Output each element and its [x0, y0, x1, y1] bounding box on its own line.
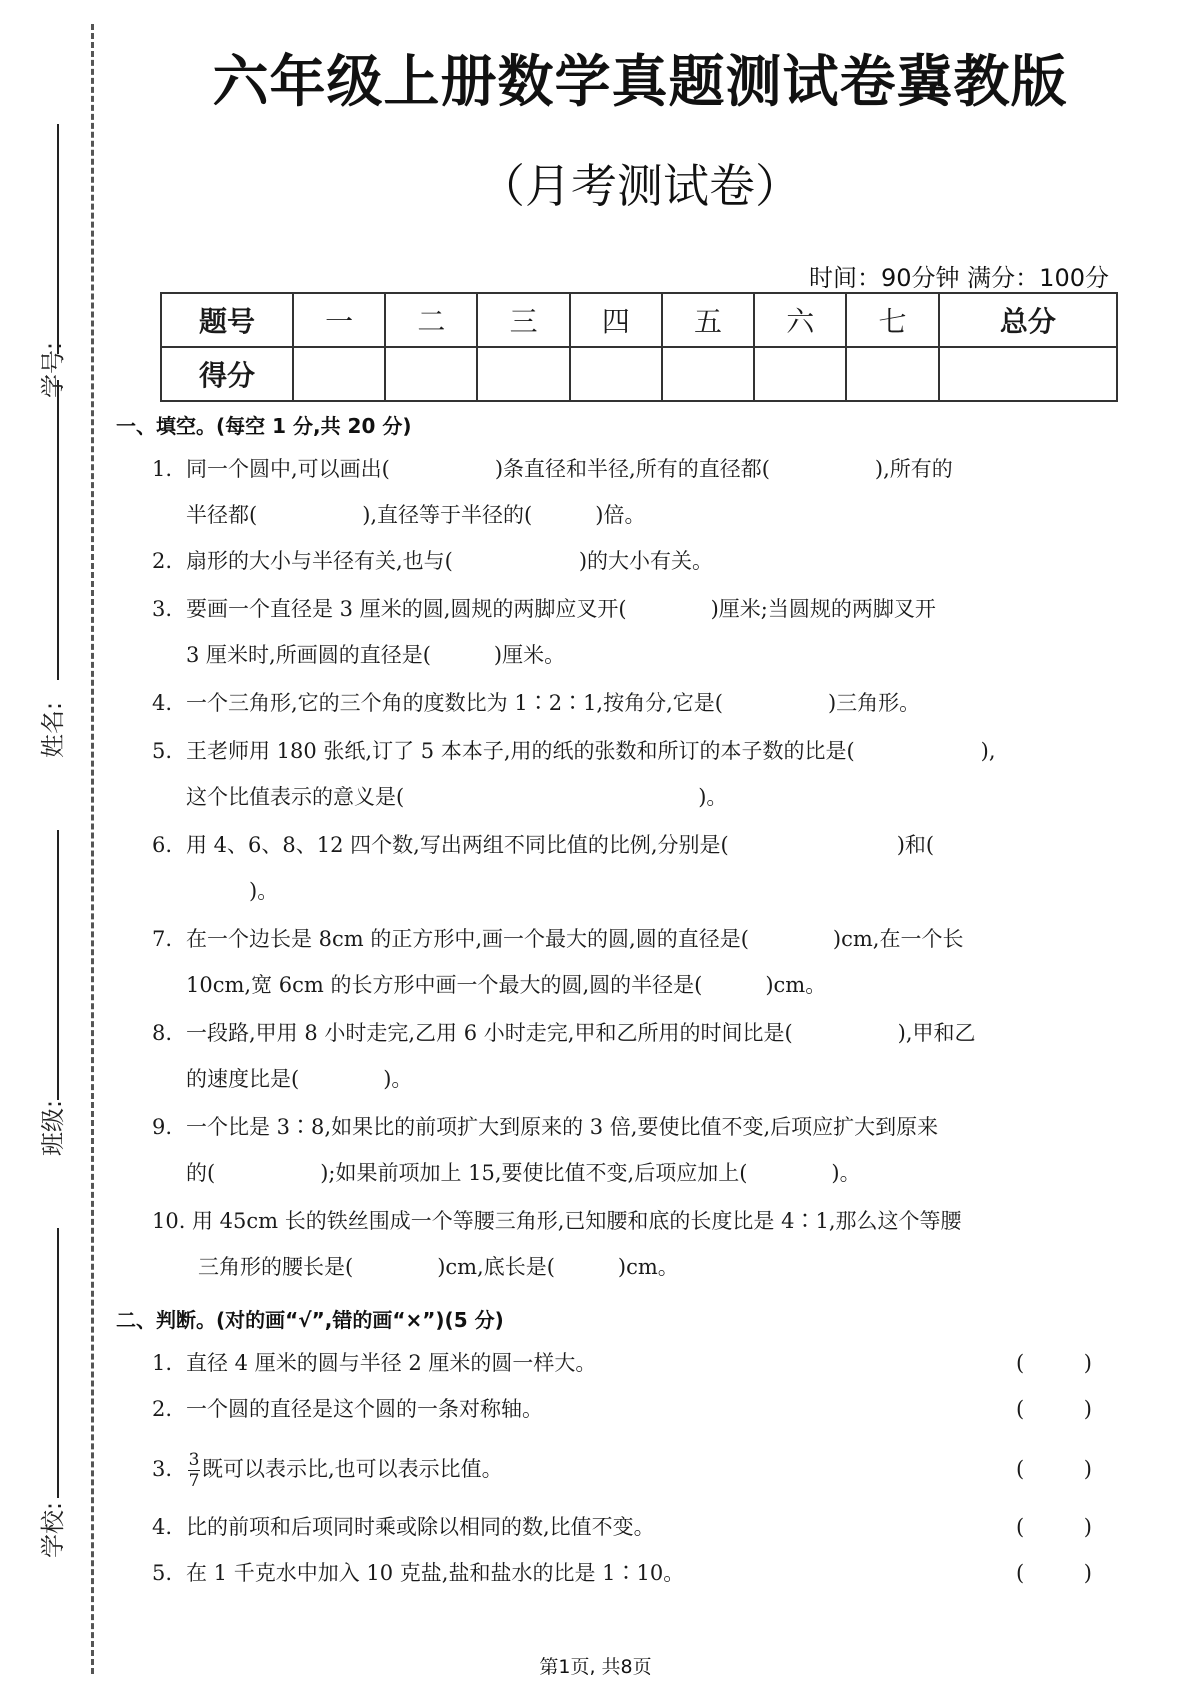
column-total: 总分 [939, 293, 1117, 347]
question-text: 比的前项和后项同时乘或除以相同的数,比值不变。 [186, 1515, 655, 1539]
school-line [57, 1228, 59, 1498]
judge-question-1 [152, 1340, 1092, 1386]
fill-question-8-cont: 的速度比是( )。 [186, 1067, 413, 1091]
judge-question-4 [152, 1504, 1092, 1550]
column-7: 七 [846, 293, 938, 347]
fill-question-7-cont: 10cm,宽 6cm 的长方形中画一个最大的圆,圆的半径是( )cm。 [186, 973, 827, 997]
student-id-label: 学号: [38, 341, 67, 399]
paren-close: ) [1083, 1515, 1092, 1539]
question-number: 4. [152, 691, 173, 715]
class-label: 班级: [38, 1099, 67, 1157]
score-label: 得分 [161, 347, 293, 401]
score-table [160, 292, 1118, 402]
question-text: 直径 4 厘米的圆与半径 2 厘米的圆一样大。 [186, 1351, 597, 1375]
fill-question-6 [152, 822, 1092, 868]
school-label: 学校: [38, 1501, 67, 1559]
score-cell-1[interactable] [293, 347, 385, 401]
fill-question-2 [152, 538, 1092, 584]
judge-question-3 [152, 1446, 1092, 1492]
score-cell-3[interactable] [477, 347, 569, 401]
paren-open: ( [1016, 1351, 1025, 1375]
question-number: 3. [152, 1457, 173, 1481]
question-text: 一个比是 3∶8,如果比的前项扩大到原来的 3 倍,要使比值不变,后项应扩大到原来 [186, 1115, 939, 1139]
fill-question-5-cont: 这个比值表示的意义是( )。 [186, 785, 728, 809]
fill-question-1-cont: 半径都( ),直径等于半径的( )倍。 [186, 503, 646, 527]
paren-close: ) [1083, 1351, 1092, 1375]
question-text: 同一个圆中,可以画出( )条直径和半径,所有的直径都( ),所有的 [186, 457, 953, 481]
fraction [188, 1451, 200, 1490]
fill-question-10 [152, 1198, 1092, 1244]
question-number: 4. [152, 1515, 173, 1539]
question-number: 8. [152, 1021, 173, 1045]
fill-question-9 [152, 1104, 1092, 1150]
answer-box-5[interactable] [1016, 1550, 1092, 1596]
page-title: 六年级上册数学真题测试卷冀教版 [212, 50, 1068, 115]
paren-close: ) [1083, 1561, 1092, 1585]
section-1-heading: 一、填空。(每空 1 分,共 20 分) [116, 414, 412, 438]
question-text: 一个三角形,它的三个角的度数比为 1∶2∶1,按角分,它是( )三角形。 [186, 691, 921, 715]
fill-question-8 [152, 1010, 1092, 1056]
score-cell-6[interactable] [754, 347, 846, 401]
question-text: 用 4、6、8、12 四个数,写出两组不同比值的比例,分别是( )和( [186, 833, 935, 857]
question-text: 既可以表示比,也可以表示比值。 [202, 1457, 503, 1481]
column-5: 五 [662, 293, 754, 347]
page-subtitle: （月考测试卷） [479, 159, 801, 213]
binding-dashed-line [91, 24, 94, 1674]
column-2: 二 [385, 293, 477, 347]
question-text: 在一个边长是 8cm 的正方形中,画一个最大的圆,圆的直径是( )cm,在一个长 [186, 927, 964, 951]
fraction-numerator: 3 [188, 1450, 200, 1470]
question-number: 5. [152, 739, 173, 763]
question-number: 10. [152, 1209, 186, 1233]
question-number: 1. [152, 457, 173, 481]
fill-question-7 [152, 916, 1092, 962]
paren-close: ) [1083, 1457, 1092, 1481]
question-text: 用 45cm 长的铁丝围成一个等腰三角形,已知腰和底的长度比是 4∶1,那么这个等腰 [192, 1209, 962, 1233]
column-4: 四 [570, 293, 662, 347]
student-id-line [57, 124, 59, 354]
paren-open: ( [1016, 1457, 1025, 1481]
column-1: 一 [293, 293, 385, 347]
page-indicator: 第1页, 共8页 [539, 1656, 652, 1678]
question-number: 2. [152, 1397, 173, 1421]
column-3: 三 [477, 293, 569, 347]
question-number: 1. [152, 1351, 173, 1375]
question-number: 5. [152, 1561, 173, 1585]
paren-close: ) [1083, 1397, 1092, 1421]
question-text: 一段路,甲用 8 小时走完,乙用 6 小时走完,甲和乙所用的时间比是( ),甲和乙 [186, 1021, 976, 1045]
question-number: 3. [152, 597, 173, 621]
question-text: 要画一个直径是 3 厘米的圆,圆规的两脚应叉开( )厘米;当圆规的两脚叉开 [186, 597, 936, 621]
question-text: 在 1 千克水中加入 10 克盐,盐和盐水的比是 1∶10。 [186, 1561, 685, 1585]
fill-question-3 [152, 586, 1092, 632]
section-2-heading: 二、判断。(对的画“√”,错的画“×”)(5 分) [116, 1308, 504, 1332]
question-number: 9. [152, 1115, 173, 1139]
score-cell-4[interactable] [570, 347, 662, 401]
question-number: 7. [152, 927, 173, 951]
paren-open: ( [1016, 1561, 1025, 1585]
fill-question-10-cont: 三角形的腰长是( )cm,底长是( )cm。 [198, 1255, 679, 1279]
question-text: 扇形的大小与半径有关,也与( )的大小有关。 [186, 549, 714, 573]
answer-box-1[interactable] [1016, 1340, 1092, 1386]
paren-open: ( [1016, 1397, 1025, 1421]
score-cell-7[interactable] [846, 347, 938, 401]
judge-question-5 [152, 1550, 1092, 1596]
name-line [57, 380, 59, 680]
answer-box-3[interactable] [1016, 1446, 1092, 1492]
name-label: 姓名: [38, 701, 67, 759]
fraction-denominator: 7 [188, 1471, 200, 1491]
question-number-label: 题号 [161, 293, 293, 347]
fill-question-5 [152, 728, 1092, 774]
score-table-score-row [161, 347, 1117, 401]
score-table-header-row [161, 293, 1117, 347]
question-text: 王老师用 180 张纸,订了 5 本本子,用的纸的张数和所订的本子数的比是( ), [186, 739, 996, 763]
score-cell-total[interactable] [939, 347, 1117, 401]
question-text: 一个圆的直径是这个圆的一条对称轴。 [186, 1397, 543, 1421]
fill-question-1 [152, 446, 1092, 492]
question-number: 6. [152, 833, 173, 857]
question-number: 2. [152, 549, 173, 573]
answer-box-2[interactable] [1016, 1386, 1092, 1432]
score-cell-5[interactable] [662, 347, 754, 401]
exam-meta: 时间：90分钟 满分：100分 [809, 264, 1109, 292]
answer-box-4[interactable] [1016, 1504, 1092, 1550]
paren-open: ( [1016, 1515, 1025, 1539]
fill-question-3-cont: 3 厘米时,所画圆的直径是( )厘米。 [186, 643, 566, 667]
fill-question-6-cont: )。 [186, 879, 279, 903]
class-line [57, 830, 59, 1100]
judge-question-2 [152, 1386, 1092, 1432]
score-cell-2[interactable] [385, 347, 477, 401]
column-6: 六 [754, 293, 846, 347]
fill-question-4 [152, 680, 1092, 726]
fill-question-9-cont: 的( );如果前项加上 15,要使比值不变,后项应加上( )。 [186, 1161, 861, 1185]
